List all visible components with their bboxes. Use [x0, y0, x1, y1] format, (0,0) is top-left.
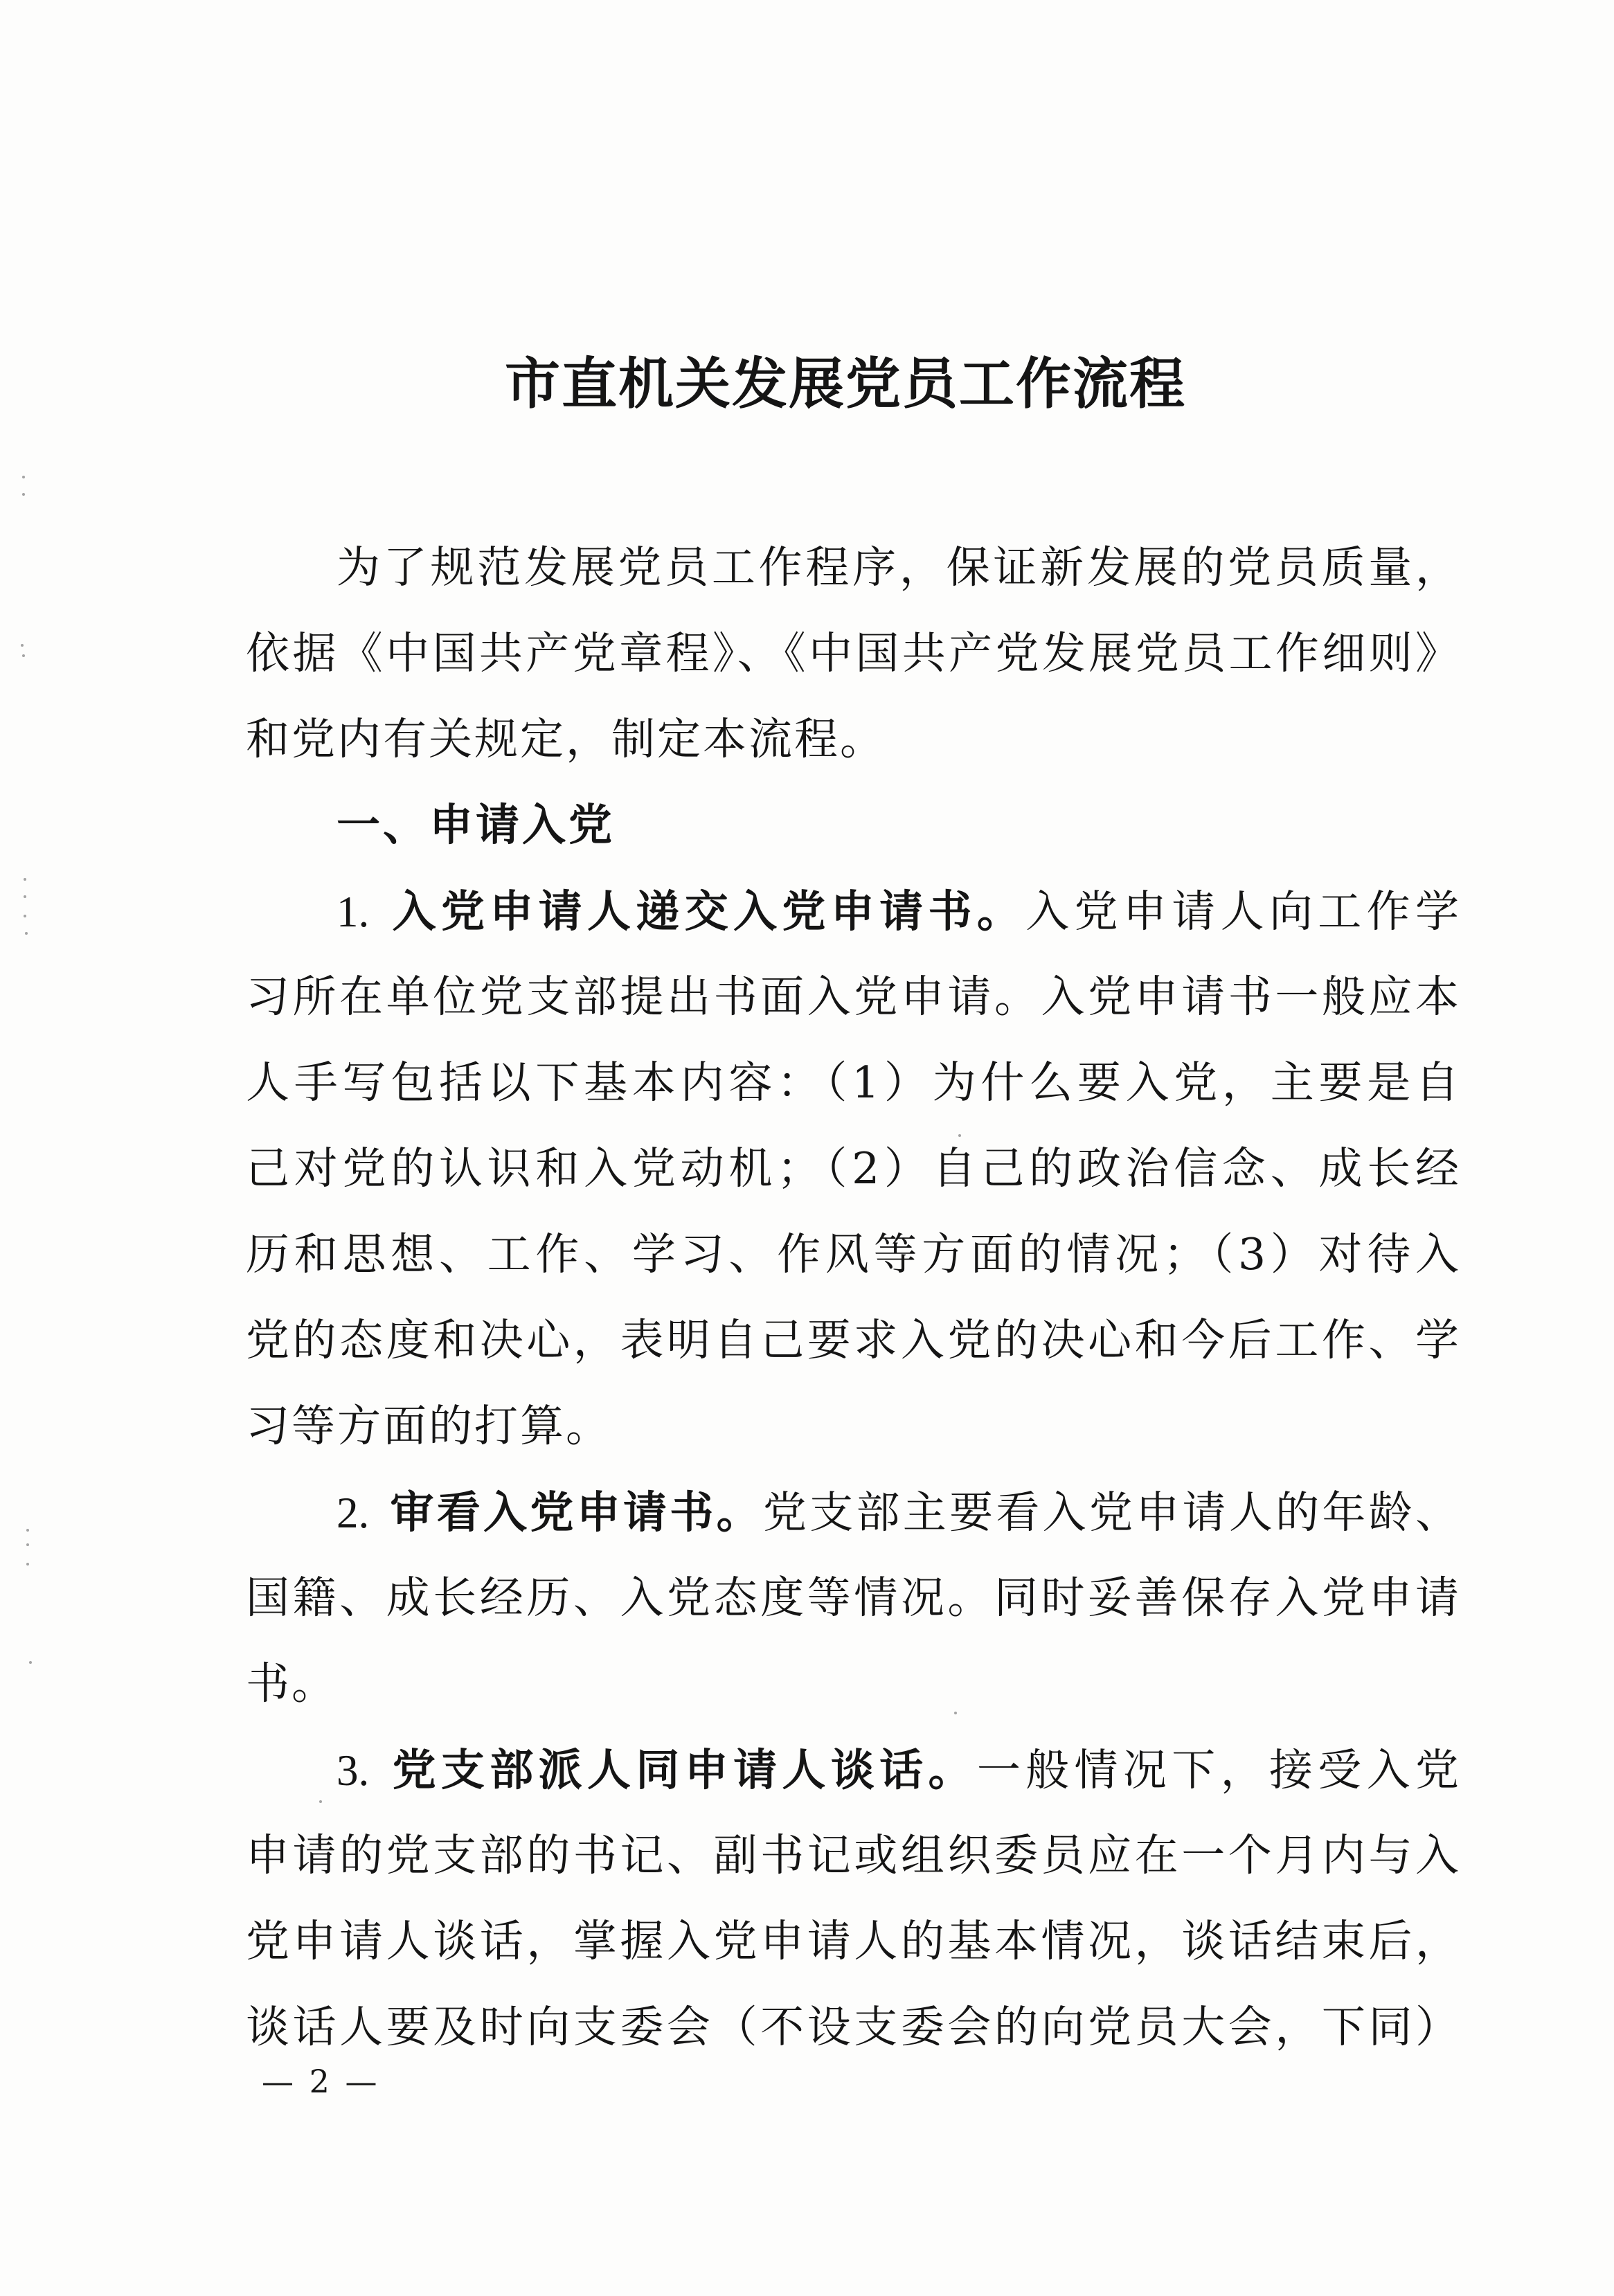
- page-number: — 2 —: [262, 2063, 380, 2100]
- text-line: 书。: [246, 1658, 337, 1709]
- text-line: 人手写包括以下基本内容：（1）为什么要入党，主要是自: [246, 1057, 1459, 1108]
- intro-paragraph: [246, 525, 1459, 782]
- text-line: 谈话人要及时向支委会（不设支委会的向党员大会，下同）: [246, 2002, 1459, 2052]
- text-line: 习等方面的打算。: [246, 1401, 611, 1451]
- item-paragraph: [246, 868, 1459, 1469]
- text-line: 己对党的认识和入党动机；（2）自己的政治信念、成长经: [246, 1143, 1459, 1194]
- text-line: 申请的党支部的书记、副书记或组织委员应在一个月内与入: [246, 1830, 1459, 1881]
- text-line: 历和思想、工作、学习、作风等方面的情况；（3）对待入: [246, 1229, 1459, 1280]
- scan-speck: [22, 654, 25, 657]
- text-line: 党的态度和决心，表明自己要求入党的决心和今后工作、学: [246, 1315, 1459, 1365]
- scan-speck: [22, 493, 25, 496]
- scan-speck: [21, 644, 24, 647]
- scan-speck: [24, 878, 26, 881]
- text-line: 习所在单位党支部提出书面入党申请。入党申请书一般应本: [246, 971, 1459, 1022]
- scan-speck: [26, 1563, 29, 1566]
- item-number: 3.: [337, 1746, 370, 1795]
- scan-speck: [26, 1529, 29, 1532]
- item-lead-title: 审看入党申请书。: [387, 1487, 763, 1538]
- item-number: 2.: [337, 1489, 370, 1537]
- item-first-line: [246, 1469, 1459, 1555]
- item-first-line: [246, 868, 1459, 954]
- scan-speck: [29, 1661, 32, 1664]
- item-first-line: [246, 1727, 1459, 1813]
- section-heading: 一、申请入党: [337, 800, 615, 850]
- item-text: 一般情况下，接受入党: [976, 1745, 1459, 1795]
- scan-speck: [26, 1543, 29, 1546]
- page-title: 市直机关发展党员工作流程: [505, 351, 1186, 416]
- item-paragraph: [246, 1727, 1459, 2070]
- item-lead-title: 党支部派人同申请人谈话。: [387, 1744, 977, 1795]
- text-line: 和党内有关规定，制定本流程。: [246, 714, 886, 764]
- scan-speck: [25, 932, 28, 935]
- item-text: 党支部主要看入党申请人的年龄、: [762, 1487, 1459, 1538]
- item-paragraph: [246, 1469, 1459, 1727]
- item-number: 1.: [337, 888, 370, 936]
- text-line: 为了规范发展党员工作程序，保证新发展的党员质量，: [337, 542, 1459, 593]
- scan-speck: [22, 476, 25, 478]
- text-line: 党申请人谈话，掌握入党申请人的基本情况，谈话结束后，: [246, 1916, 1459, 1966]
- document-body: [246, 525, 1459, 2070]
- scan-speck: [24, 915, 26, 917]
- scan-speck: [24, 895, 26, 898]
- item-lead-title: 入党申请人递交入党申请书。: [387, 886, 1026, 937]
- text-line: 国籍、成长经历、入党态度等情况。同时妥善保存入党申请: [246, 1572, 1459, 1623]
- item-text: 入党申请人向工作学: [1025, 886, 1459, 937]
- text-line: 依据《中国共产党章程》、《中国共产党发展党员工作细则》: [246, 628, 1459, 679]
